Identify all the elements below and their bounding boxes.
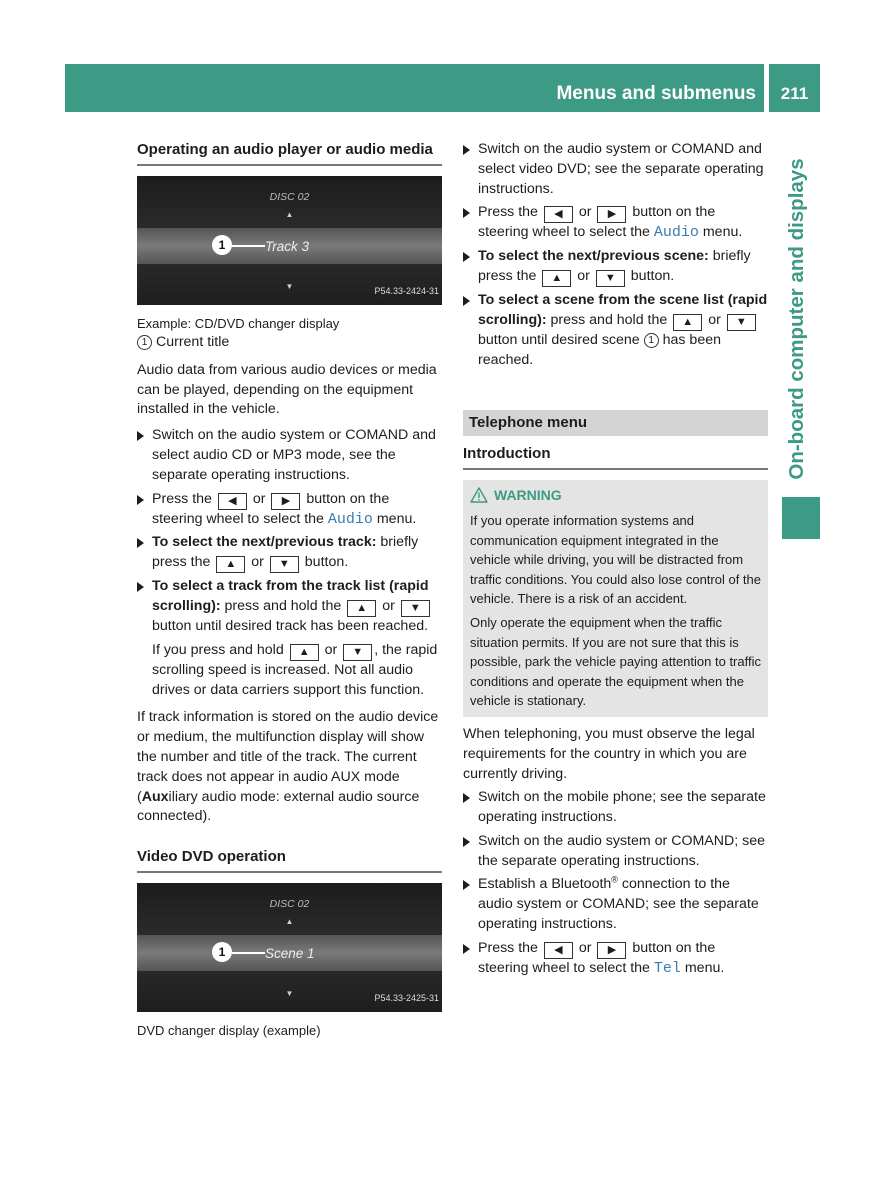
warning-title: WARNING	[470, 486, 761, 506]
list-item: To select a scene from the scene list (rapid scrolling): press and hold the ▲ or ▼ button until desired scene 1 has been reached.	[463, 291, 768, 370]
callout-line	[232, 952, 265, 954]
menu-name: Audio	[327, 510, 373, 528]
list-item: Establish a Bluetooth® connection to the audio system or COMAND; see the separate operating instructions.	[463, 875, 768, 934]
list-item: To select the next/previous track: briefly press the ▲ or ▼ button.	[137, 533, 442, 573]
list-item: Press the ◀ or ▶ button on the steering wheel to select the Audio menu.	[137, 490, 442, 530]
heading-introduction: Introduction	[463, 444, 768, 470]
chapter-tab-label: On-board computer and displays	[785, 158, 808, 480]
telephone-steps-list	[463, 788, 768, 978]
callout-line	[232, 245, 265, 247]
list-item: Press the ◀ or ▶ button on the steering wheel to select the Audio menu.	[463, 203, 768, 243]
display-current-track: Track 3	[265, 239, 310, 254]
warning-text: If you operate information systems and communication equipment integrated in the vehicle while driving, you will be distracted from traffic conditions. You could also lose control of the vehicle. There is a risk of an accident.	[470, 512, 762, 607]
telephone-paragraph: When telephoning, you must observe the legal requirements for the country in which you are currently driving.	[463, 725, 755, 782]
callout-1-icon: 1	[212, 235, 232, 255]
dvd-changer-display-image	[137, 883, 442, 1012]
up-arrow-key-icon: ▲	[290, 644, 319, 661]
right-arrow-key-icon: ▶	[597, 206, 626, 223]
menu-name: Audio	[653, 224, 699, 242]
intro-paragraph: Audio data from various audio devices or media can be played, depending on the equipment installed in the vehicle.	[137, 361, 437, 418]
left-column	[137, 140, 442, 1040]
down-arrow-key-icon: ▼	[401, 600, 430, 617]
up-arrow-key-icon: ▲	[347, 600, 376, 617]
list-item: To select the next/previous scene: briefly press the ▲ or ▼ button.	[463, 247, 768, 287]
up-arrow-key-icon: ▲	[673, 314, 702, 331]
section-title: Menus and submenus	[556, 83, 756, 104]
left-arrow-key-icon: ◀	[544, 206, 573, 223]
image-code: P54.33-2425-31	[374, 993, 439, 1004]
list-item-note: If you press and hold ▲ or ▼ , the rapid scrolling speed is increased. Not all audio drives or data carriers support this function.	[152, 641, 438, 698]
right-arrow-key-icon: ▶	[597, 942, 626, 959]
down-arrow-key-icon: ▼	[596, 270, 625, 287]
up-arrow-key-icon: ▲	[542, 270, 571, 287]
list-item: Switch on the mobile phone; see the separate operating instructions.	[463, 788, 768, 828]
display-down-arrow-icon: ▼	[285, 282, 294, 291]
heading-video-dvd: Video DVD operation	[137, 847, 442, 873]
down-arrow-key-icon: ▼	[343, 644, 372, 661]
audio-steps-list	[137, 426, 442, 700]
figure-caption: DVD changer display (example)	[137, 1023, 321, 1039]
heading-audio-player: Operating an audio player or audio media	[137, 140, 442, 166]
cd-changer-display-image	[137, 176, 442, 305]
display-disc-label: DISC 02	[269, 898, 310, 911]
warning-triangle-icon	[470, 487, 488, 503]
page-number: 211	[780, 84, 809, 103]
right-column	[463, 140, 768, 979]
menu-name: Tel	[653, 959, 681, 977]
display-up-arrow-icon: ▲	[285, 210, 294, 219]
down-arrow-key-icon: ▼	[270, 556, 299, 573]
image-code: P54.33-2424-31	[374, 286, 439, 297]
legend-item	[137, 333, 442, 353]
display-up-arrow-icon: ▲	[285, 917, 294, 927]
section-band-telephone: Telephone menu	[463, 410, 768, 436]
callout-number-icon: 1	[137, 335, 152, 350]
left-arrow-key-icon: ◀	[544, 942, 573, 959]
figure-caption: Example: CD/DVD changer display	[137, 316, 340, 331]
list-item: Switch on the audio system or COMAND; see the separate operating instructions.	[463, 832, 768, 872]
chapter-tab-marker	[782, 497, 820, 539]
callout-number-icon: 1	[644, 333, 659, 348]
legend-text: Current title	[155, 334, 230, 350]
left-arrow-key-icon: ◀	[218, 493, 247, 510]
down-arrow-key-icon: ▼	[727, 314, 756, 331]
track-info-paragraph: If track information is stored on the audio device or medium, the multifunction display will show the number and title of the track. The current track does not appear in audio AUX mode (Auxiliary audio mode: external audio source connected).	[137, 709, 439, 825]
right-arrow-key-icon: ▶	[271, 493, 300, 510]
chapter-tab	[774, 150, 820, 489]
display-down-arrow-icon: ▼	[285, 989, 294, 999]
list-item: Switch on the audio system or COMAND and select video DVD; see the separate operating instructions.	[463, 140, 768, 199]
list-item: Press the ◀ or ▶ button on the steering wheel to select the Tel menu.	[463, 939, 768, 979]
video-steps-list	[463, 140, 768, 370]
list-item: Switch on the audio system or COMAND and select audio CD or MP3 mode, see the separate operating instructions.	[137, 426, 442, 485]
up-arrow-key-icon: ▲	[216, 556, 245, 573]
callout-1-icon: 1	[212, 942, 232, 962]
list-item: To select a track from the track list (rapid scrolling): press and hold the ▲ or ▼ button until desired track has been reached. If you press and hold ▲ or ▼ , the rapid scrolling speed is increased. Not all audio drives or data carriers support this function.	[137, 577, 442, 700]
warning-text: Only operate the equipment when the traffic situation permits. If you are not sure that this is possible, park the vehicle paying attention to traffic conditions and operate the equipment when the vehicle is stationary.	[470, 614, 761, 709]
display-disc-label: DISC 02	[269, 191, 310, 203]
warning-box	[463, 480, 768, 717]
display-current-scene: Scene 1	[265, 946, 315, 962]
